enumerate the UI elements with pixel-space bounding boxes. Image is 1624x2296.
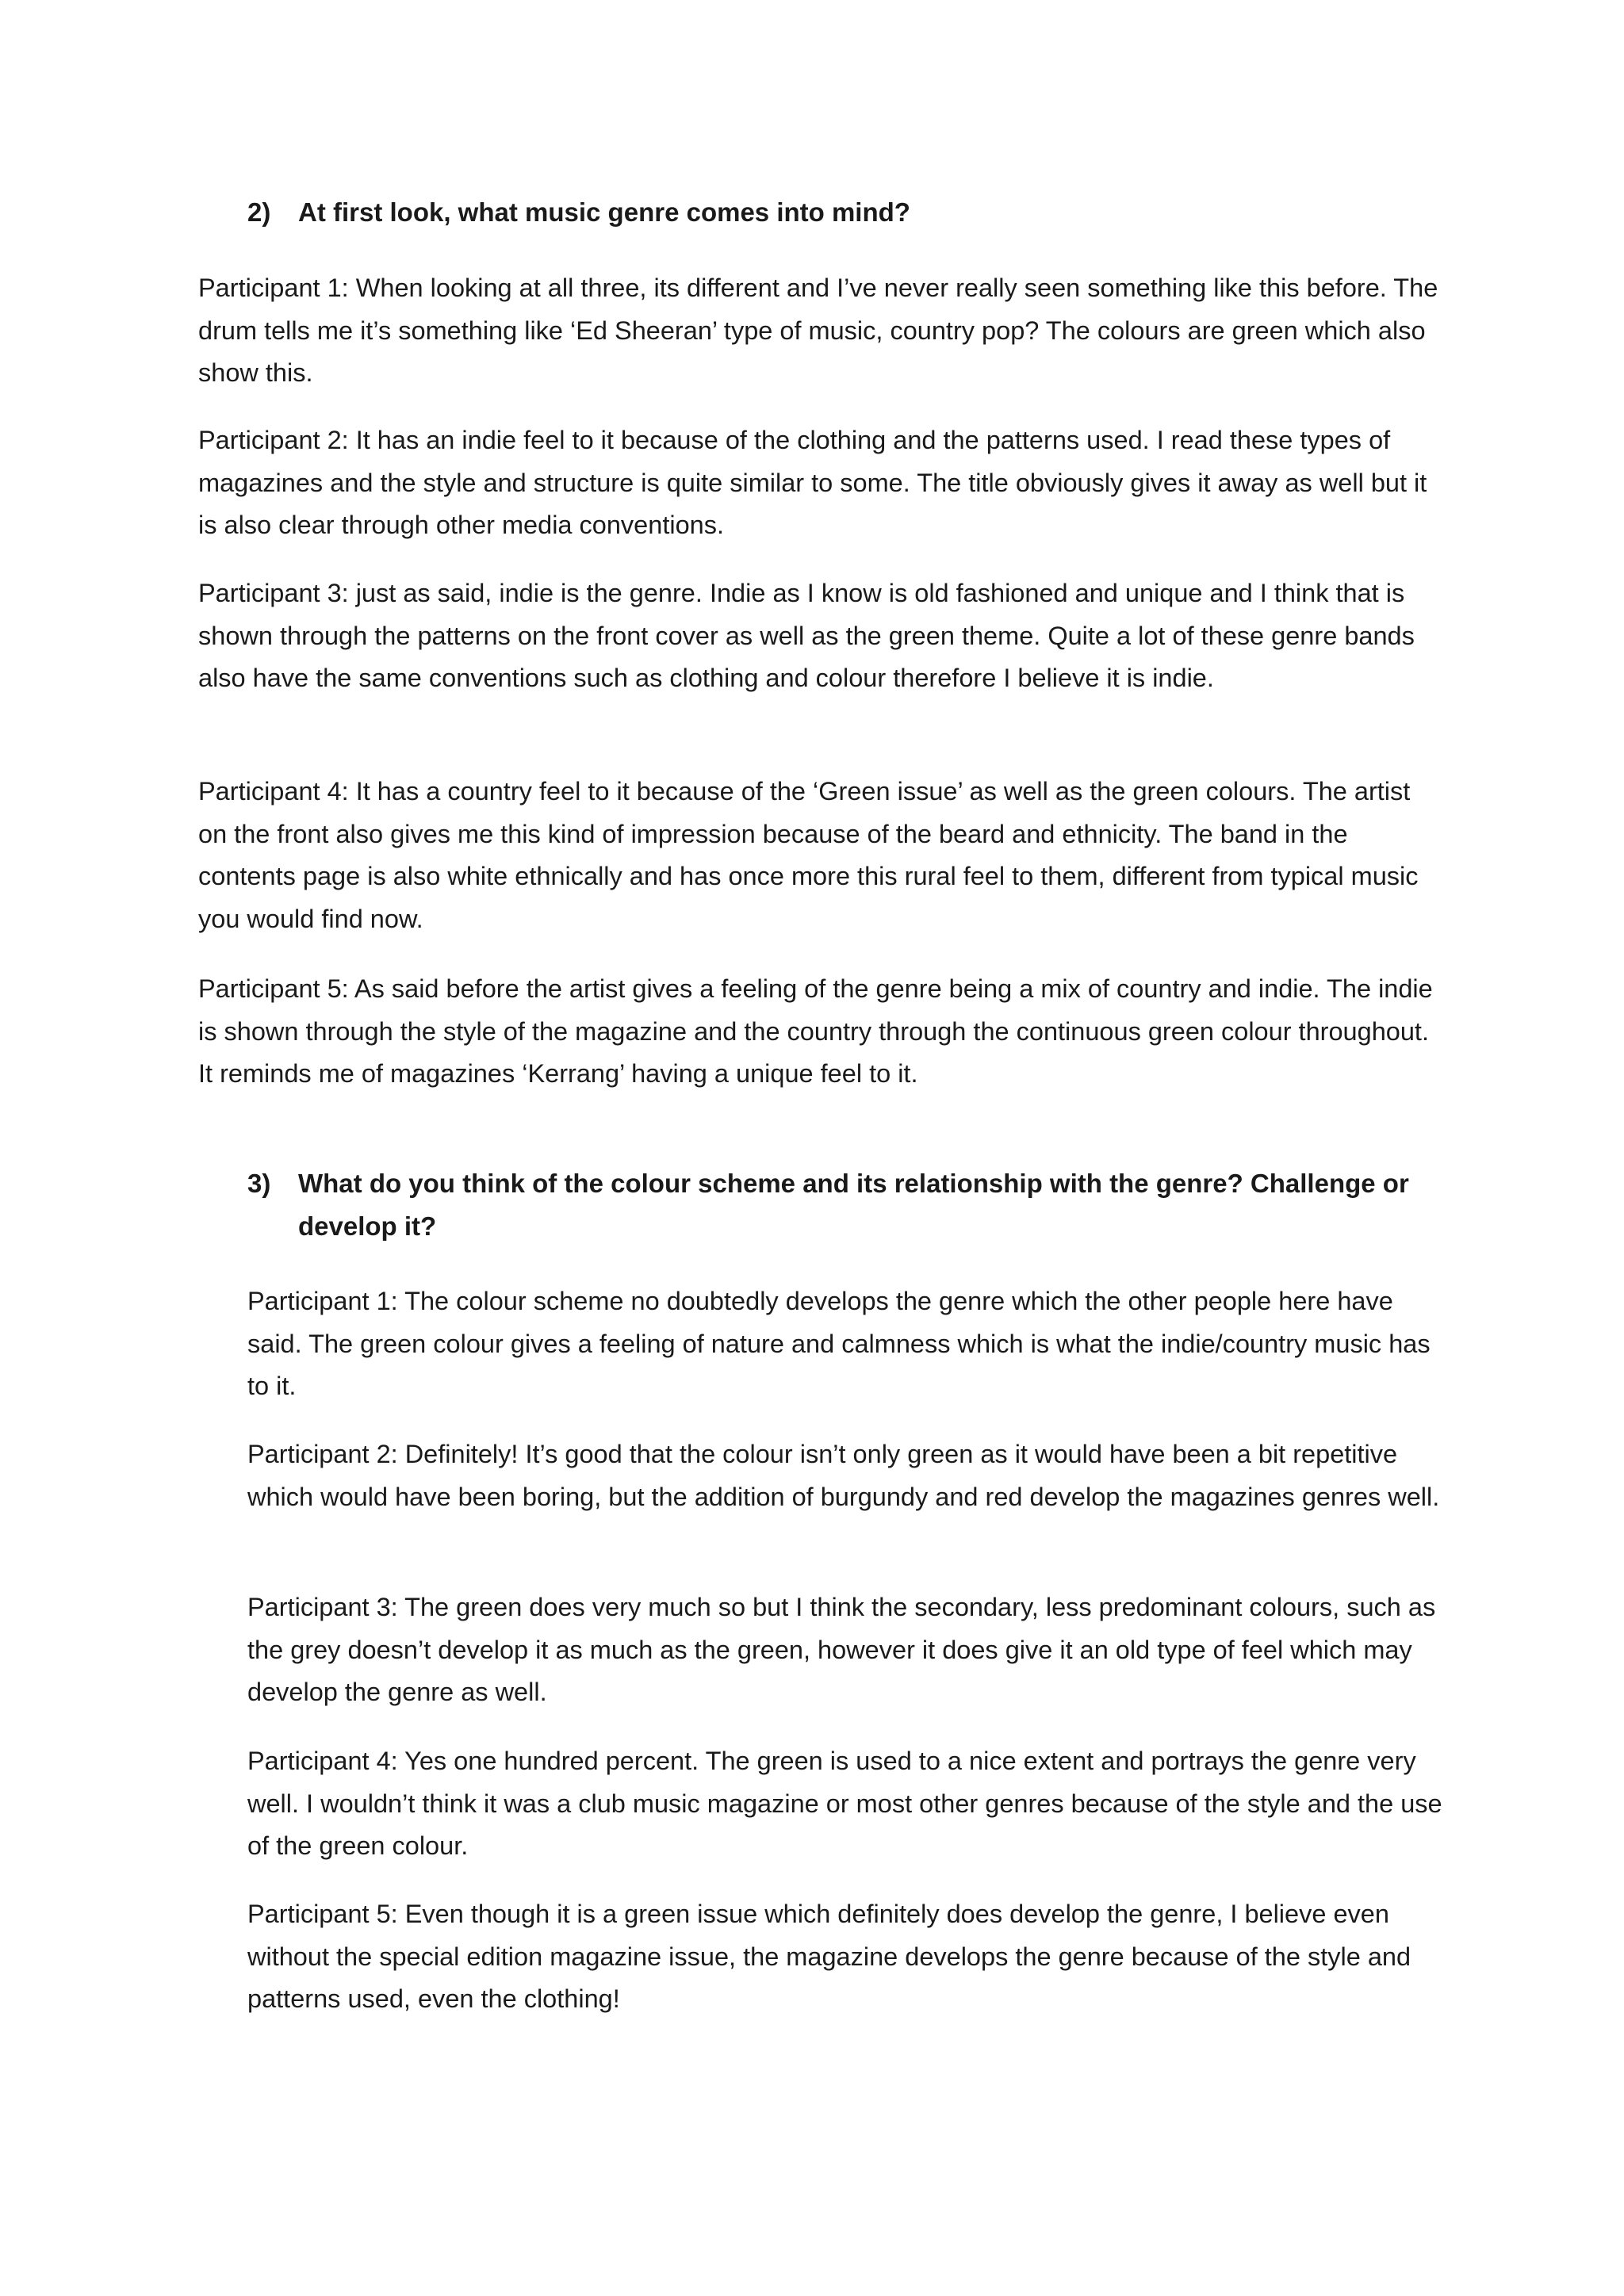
q3-answer-participant-5: Participant 5: Even though it is a green issue which definitely does develop the genre, I believe even without the special edition magazine issue, the magazine develops the genre because of the style and patterns used, even the clothing! [247,1900,1411,2013]
question-title: At first look, what music genre comes into mind? [298,197,910,227]
q3-answer-participant-3: Participant 3: The green does very much so but I think the secondary, less predominant colours, such as the grey doesn’t develop it as much as the green, however it does give it an old type of feel which may develop the genre as well. [247,1593,1436,1706]
q3-answer-participant-4: Participant 4: Yes one hundred percent. The green is used to a nice extent and portrays the genre very well. I wouldn’t think it was a club music magazine or most other genres because of the style and the use of the green colour. [247,1747,1442,1860]
q2-answer-participant-1: Participant 1: When looking at all three, its different and I’ve never really seen something like this before. The drum tells me it’s something like ‘Ed Sheeran’ type of music, country pop? The colours are green which also show this. [198,274,1438,387]
question-number: 2) [247,197,271,227]
q2-answer-participant-5: Participant 5: As said before the artist gives a feeling of the genre being a mix of country and indie. The indie is shown through the style of the magazine and the country through the continuous green colour throughout. It reminds me of magazines ‘Kerrang’ having a unique feel to it. [198,974,1433,1088]
question-title: What do you think of the colour scheme and its relationship with the genre? Challenge or develop it? [298,1169,1409,1241]
question-2-heading [247,191,1437,234]
question-3-heading [247,1162,1437,1248]
question-number: 3) [247,1169,271,1198]
q2-answer-participant-4: Participant 4: It has a country feel to it because of the ‘Green issue’ as well as the green colours. The artist on the front also gives me this kind of impression because of the beard and ethnicity. The band in the contents page is also white ethnically and has once more this rural feel to them, different from typical music you would find now. [198,777,1419,933]
q3-answer-participant-2: Participant 2: Definitely! It’s good that the colour isn’t only green as it would have been a bit repetitive which would have been boring, but the addition of burgundy and red develop the magazines genres well. [247,1440,1440,1511]
q2-answer-participant-3: Participant 3: just as said, indie is the genre. Indie as I know is old fashioned and unique and I think that is shown through the patterns on the front cover as well as the green theme. Quite a lot of these genre bands also have the same conventions such as clothing and colour therefore I believe it is indie. [198,579,1415,692]
q2-answer-participant-2: Participant 2: It has an indie feel to it because of the clothing and the patterns used. I read these types of magazines and the style and structure is quite similar to some. The title obviously gives it away as well but it is also clear through other media conventions. [198,426,1427,539]
q3-answer-participant-1: Participant 1: The colour scheme no doubtedly develops the genre which the other people here have said. The green colour gives a feeling of nature and calmness which is what the indie/country music has to it. [247,1287,1431,1400]
